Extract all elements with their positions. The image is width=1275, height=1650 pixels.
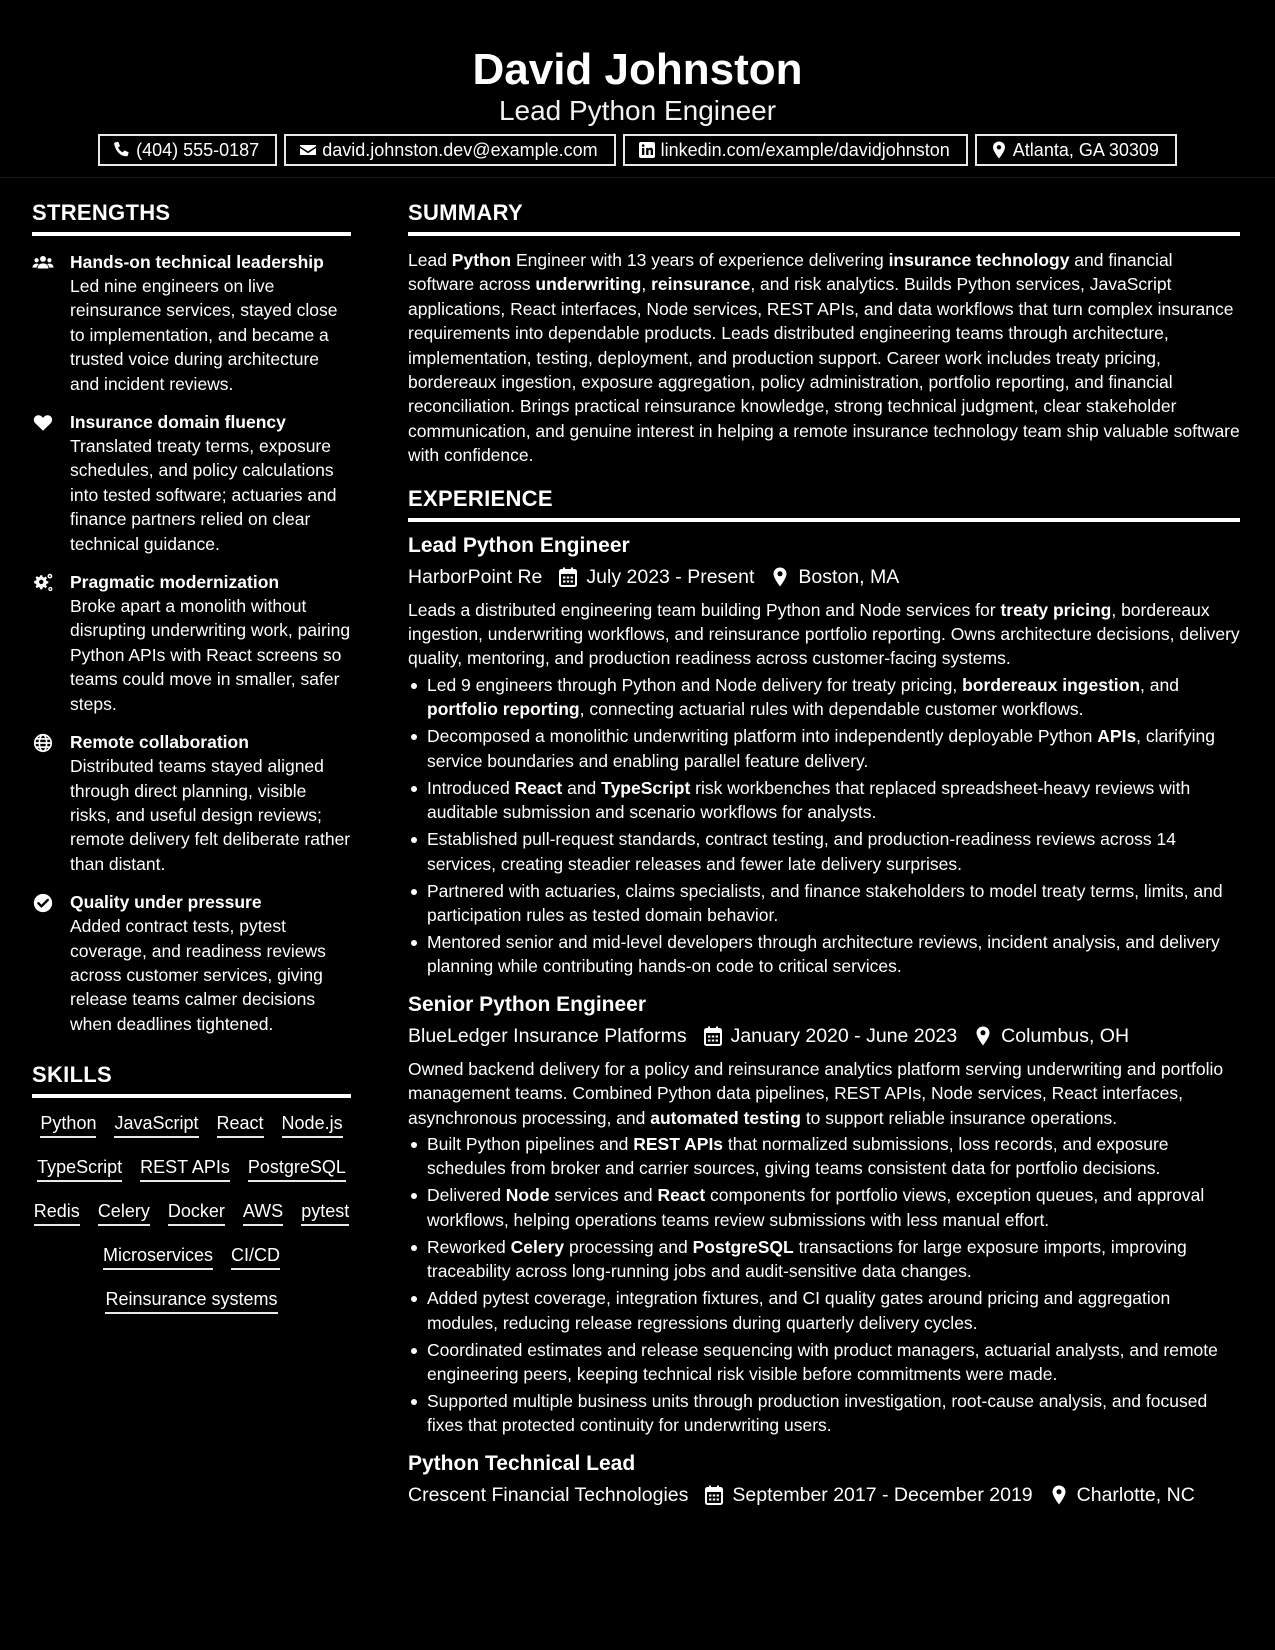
bullet-item <box>408 1235 1240 1284</box>
contact-phone[interactable] <box>98 134 277 166</box>
bold-keyword: insurance technology <box>888 250 1070 270</box>
job-location: Charlotte, NC <box>1076 1483 1195 1506</box>
skill-tag: REST APIs <box>140 1156 230 1182</box>
contact-linkedin[interactable] <box>623 134 968 166</box>
bullet-item <box>408 1132 1240 1181</box>
job-company: Crescent Financial Technologies <box>408 1483 689 1506</box>
text-run: components for portfolio views, exception queues, and approval workflows, helping operations teams review submissions with less manual effort. <box>427 1185 1205 1230</box>
strength-title: Insurance domain fluency <box>70 412 286 433</box>
candidate-name: David Johnston <box>472 45 803 94</box>
job-company: HarborPoint Re <box>408 565 543 588</box>
strength-item <box>32 890 351 1036</box>
text-run: to support reliable insurance operations. <box>800 1107 1118 1128</box>
skill-tag: React <box>217 1112 264 1138</box>
strengths-list <box>32 250 351 1036</box>
skill-tag: Docker <box>168 1200 225 1226</box>
text-run: Led 9 engineers through Python and Node delivery for treaty pricing, <box>427 674 963 695</box>
heart-icon <box>32 410 70 556</box>
strength-text: Added contract tests, pytest coverage, and readiness reviews across customer services, giving release teams calmer decisions when deadlines tightened. <box>70 916 326 1034</box>
candidate-title: Lead Python Engineer <box>498 95 777 126</box>
job-description <box>408 1057 1240 1130</box>
job-description <box>408 598 1240 671</box>
bullet-item <box>408 673 1240 722</box>
text-run: and financial software across <box>408 250 1173 295</box>
strength-body <box>70 410 351 556</box>
bullet-item <box>408 879 1240 928</box>
map-marker-icon <box>973 1025 1001 1047</box>
job-title: Lead Python Engineer <box>408 533 630 557</box>
strengths-heading: STRENGTHS <box>32 198 351 236</box>
contact-linkedin-text: linkedin.com/example/davidjohnston <box>660 140 950 160</box>
contact-email[interactable] <box>284 134 615 166</box>
text-run: Partnered with actuaries, claims specialists, and finance stakeholders to model treaty terms, limits, and participation rules as tested domain behavior. <box>427 880 1223 925</box>
bold-keyword: REST APIs <box>633 1133 724 1154</box>
main-content <box>408 198 1240 1509</box>
calendar-icon <box>558 566 586 588</box>
strength-text: Broke apart a monolith without disrupting underwriting work, pairing Python APIs with React screens so teams could move in smaller, safer steps. <box>70 596 351 714</box>
bold-keyword: underwriting <box>535 274 642 295</box>
bold-keyword: reinsurance <box>651 274 751 295</box>
bullet-item <box>408 776 1240 825</box>
text-run: services and <box>549 1185 658 1206</box>
summary-text <box>408 248 1240 468</box>
gears-icon <box>32 570 70 716</box>
text-run: Built Python pipelines and <box>427 1133 634 1154</box>
text-run: transactions for large exposure imports, improving traceability across long-running jobs and audit-sensitive data changes. <box>427 1236 1187 1282</box>
strength-item <box>32 410 351 556</box>
bold-keyword: APIs <box>1097 726 1137 747</box>
text-run: Added pytest coverage, integration fixtures, and CI quality gates around pricing and aggregation modules, reducing release regressions during quarterly delivery cycles. <box>427 1288 1171 1333</box>
job-title: Python Technical Lead <box>408 1451 636 1475</box>
job-dates: July 2023 - Present <box>586 565 755 588</box>
text-run: Reworked <box>427 1236 511 1257</box>
users-icon <box>32 250 70 396</box>
skill-tag: PostgreSQL <box>248 1156 346 1182</box>
text-run: Owned backend delivery for a policy and reinsurance analytics platform serving underwriting and portfolio management teams. Combined Python data pipelines, REST APIs, Node services, React interfaces, asynchronous processing, and <box>408 1058 1224 1128</box>
bullet-item <box>408 1338 1240 1387</box>
text-run: Introduced <box>427 777 515 798</box>
text-run: Supported multiple business units through production investigation, root-cause analysis, and focused fixes that protected continuity for underwriting users. <box>427 1390 1208 1436</box>
text-run: Engineer with 13 years of experience delivering <box>511 250 889 270</box>
skill-tag: Redis <box>34 1200 80 1226</box>
globe-icon <box>32 730 70 876</box>
bold-keyword: PostgreSQL <box>692 1236 794 1257</box>
experience-heading: EXPERIENCE <box>408 484 1240 522</box>
skill-tag: AWS <box>243 1200 283 1226</box>
check-circle-icon <box>32 890 70 1036</box>
calendar-icon <box>704 1484 732 1506</box>
strength-title: Pragmatic modernization <box>70 572 280 593</box>
job-entry <box>408 532 1240 979</box>
job-meta <box>408 563 1240 591</box>
bold-keyword: treaty pricing <box>1000 599 1112 620</box>
summary-heading: SUMMARY <box>408 198 1240 236</box>
envelope-icon <box>298 140 318 160</box>
text-run: , clarifying service boundaries and enabling parallel feature delivery. <box>427 726 1215 771</box>
skills-list <box>32 1112 351 1314</box>
strength-body <box>70 250 351 396</box>
strength-text: Distributed teams stayed aligned through direct planning, visible risks, and useful design reviews; remote delivery felt deliberate rather than distant. <box>70 756 351 874</box>
job-dates: January 2020 - June 2023 <box>730 1024 958 1047</box>
text-run: , bordereaux ingestion, underwriting workflows, and reinsurance portfolio reporting. Owns architecture decisions, delivery quality, mentoring, and production readiness across customer-facing systems. <box>408 599 1240 669</box>
strength-item <box>32 250 351 396</box>
job-meta <box>408 1022 1240 1050</box>
job-dates: September 2017 - December 2019 <box>732 1483 1033 1506</box>
text-run: processing and <box>564 1236 693 1257</box>
skill-tag: TypeScript <box>37 1156 122 1182</box>
contact-bar <box>0 134 1275 166</box>
contact-phone-text: (404) 555-0187 <box>136 140 260 160</box>
bold-keyword: TypeScript <box>601 777 691 798</box>
text-run: Coordinated estimates and release sequencing with product managers, actuarial analysts, and remote engineering peers, keeping technical risk visible before commitments were made. <box>427 1339 1218 1384</box>
experience-list <box>408 532 1240 1509</box>
job-bullets <box>408 673 1240 979</box>
strength-title: Hands-on technical leadership <box>70 252 324 272</box>
job-company: BlueLedger Insurance Platforms <box>408 1024 687 1047</box>
text-run: , and <box>1140 674 1179 695</box>
text-run: , <box>641 274 652 295</box>
text-run: risk workbenches that replaced spreadsheet-heavy reviews with auditable submission and scenario workflows for analysts. <box>427 777 1191 823</box>
bullet-item <box>408 1389 1240 1438</box>
contact-location[interactable] <box>975 134 1177 166</box>
strength-item <box>32 730 351 876</box>
text-run: that normalized submissions, loss records, and exposure schedules from broker and carrier sources, giving teams consistent data for portfolio decisions. <box>427 1133 1169 1179</box>
job-entry <box>408 1450 1240 1509</box>
bullet-item <box>408 724 1240 773</box>
strength-text: Translated treaty terms, exposure schedules, and policy calculations into tested software; actuaries and finance partners relied on clear technical guidance. <box>70 436 337 554</box>
skill-tag: Microservices <box>103 1244 213 1270</box>
strength-body <box>70 570 351 716</box>
text-run: and <box>562 777 602 798</box>
text-run: Established pull-request standards, contract testing, and production-readiness reviews across 14 services, creating steadier releases and fewer late delivery surprises. <box>427 829 1177 874</box>
skill-tag: JavaScript <box>114 1112 198 1138</box>
skill-tag: Node.js <box>282 1112 343 1138</box>
bullet-item <box>408 1286 1240 1335</box>
skill-tag: Reinsurance systems <box>105 1288 277 1314</box>
sidebar <box>32 198 351 1314</box>
text-run: Lead <box>408 250 452 270</box>
resume-header <box>0 0 1275 178</box>
job-title: Senior Python Engineer <box>408 992 647 1016</box>
bold-keyword: portfolio reporting <box>427 699 580 720</box>
bold-keyword: bordereaux ingestion <box>962 674 1141 695</box>
job-bullets <box>408 1132 1240 1438</box>
skill-tag: pytest <box>301 1200 349 1226</box>
map-marker-icon <box>1049 1484 1077 1506</box>
skills-heading: SKILLS <box>32 1060 351 1098</box>
bold-keyword: React <box>514 777 563 798</box>
skill-tag: Celery <box>98 1200 150 1226</box>
bold-keyword: automated testing <box>650 1107 801 1128</box>
phone-icon <box>112 140 132 160</box>
job-entry <box>408 991 1240 1438</box>
calendar-icon <box>703 1025 731 1047</box>
map-marker-icon <box>770 566 798 588</box>
bold-keyword: React <box>657 1185 706 1206</box>
strength-title: Quality under pressure <box>70 892 262 913</box>
contact-location-text: Atlanta, GA 30309 <box>1012 140 1159 160</box>
bold-keyword: Celery <box>510 1236 565 1257</box>
bold-keyword: Python <box>451 250 512 270</box>
bullet-item <box>408 930 1240 979</box>
contact-email-text: david.johnston.dev@example.com <box>322 140 598 160</box>
job-location: Columbus, OH <box>1001 1024 1130 1047</box>
strength-item <box>32 570 351 716</box>
bullet-item <box>408 827 1240 876</box>
strength-body <box>70 890 351 1036</box>
linkedin-icon <box>637 140 657 160</box>
bullet-item <box>408 1183 1240 1232</box>
strength-text: Led nine engineers on live reinsurance services, stayed close to implementation, and became a trusted voice during architecture and incident reviews. <box>70 276 338 394</box>
strength-title: Remote collaboration <box>70 732 249 753</box>
map-marker-icon <box>989 140 1009 160</box>
text-run: Mentored senior and mid-level developers through architecture reviews, incident analysis, and delivery planning while contributing hands-on code to critical services. <box>427 931 1220 977</box>
bold-keyword: Node <box>505 1185 550 1206</box>
job-location: Boston, MA <box>798 565 900 588</box>
skill-tag: CI/CD <box>231 1244 280 1270</box>
text-run: , connecting actuarial rules with dependable customer workflows. <box>579 699 1084 720</box>
skill-tag: Python <box>40 1112 96 1138</box>
job-meta <box>408 1481 1240 1509</box>
text-run: , and risk analytics. Builds Python services, JavaScript applications, React interfaces, Node services, REST APIs, and data workflows that turn complex insurance requirements into dependable products. Leads distributed engineering teams through architecture, implementation, testing, deployment, and production support. Career work includes treaty pricing, bordereaux ingestion, exposure aggregation, policy administration, portfolio reporting, and financial reconciliation. Brings practical reinsurance knowledge, strong technical judgment, clear stakeholder communication, and genuine interest in helping a remote insurance technology team ship valuable software with confidence. <box>408 274 1240 466</box>
text-run: Delivered <box>427 1185 506 1206</box>
text-run: Decomposed a monolithic underwriting platform into independently deployable Python <box>427 726 1098 747</box>
strength-body <box>70 730 351 876</box>
text-run: Leads a distributed engineering team building Python and Node services for <box>408 599 1001 620</box>
